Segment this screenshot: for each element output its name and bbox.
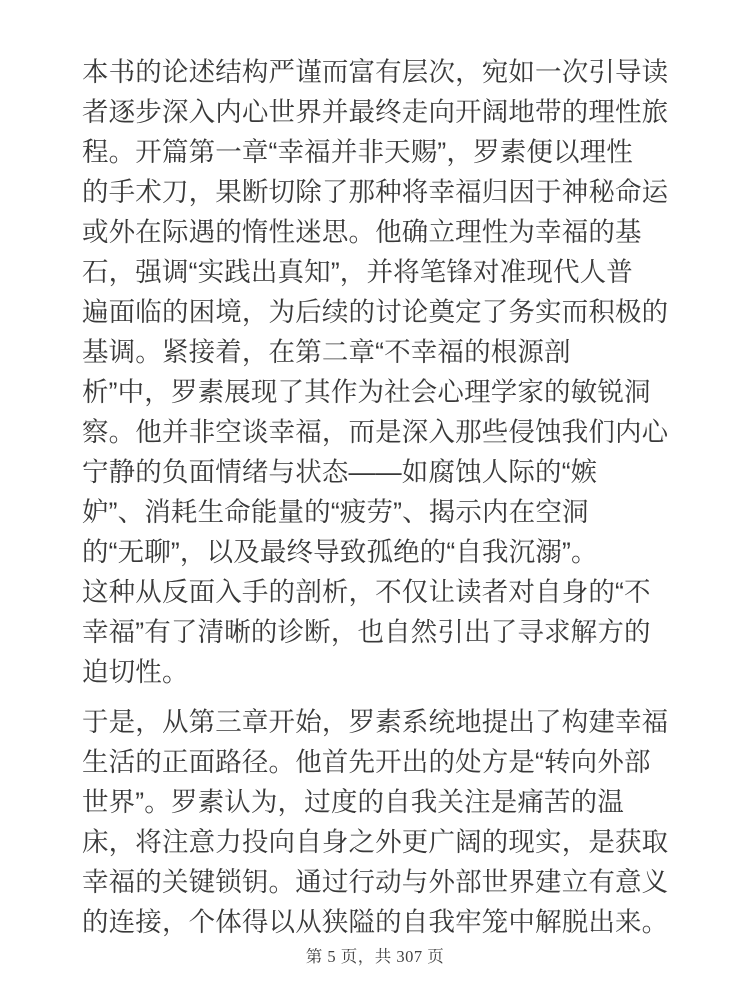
text-line: 的手术刀，果断切除了那种将幸福归因于神秘命运 [82, 177, 669, 207]
text-line: 迫切性。 [82, 657, 189, 687]
text-line: 者逐步深入内心世界并最终走向开阔地带的理性旅 [82, 97, 669, 127]
text-line: 或外在际遇的惰性迷思。他确立理性为幸福的基 [82, 217, 642, 247]
text-line: 于是，从第三章开始，罗素系统地提出了构建幸福 [82, 707, 669, 737]
text-line: 程。开篇第一章“幸福并非天赐”，罗素便以理性 [82, 137, 633, 167]
text-line: 世界”。罗素认为，过度的自我关注是痛苦的温 [82, 787, 624, 817]
text-line: 这种从反面入手的剖析，不仅让读者对自身的“不 [82, 577, 651, 607]
text-line: 妒”、消耗生命能量的“疲劳”、揭示内在空洞 [82, 497, 589, 527]
text-line: 石，强调“实践出真知”，并将笔锋对准现代人普 [82, 257, 633, 287]
paragraph [82, 52, 692, 692]
text-line: 遍面临的困境，为后续的讨论奠定了务实而积极的 [82, 297, 669, 327]
text-line: 的“无聊”，以及最终导致孤绝的“自我沉溺”。 [82, 537, 598, 567]
page-body [82, 52, 692, 952]
text-line: 的连接，个体得以从狭隘的自我牢笼中解脱出来。 [82, 907, 669, 937]
text-line: 察。他并非空谈幸福，而是深入那些侵蚀我们内心 [82, 417, 669, 447]
text-line: 基调。紧接着，在第二章“不幸福的根源剖 [82, 337, 571, 367]
page-footer: 第 5 页，共 307 页 [305, 947, 445, 966]
paragraph [82, 702, 692, 942]
text-line: 幸福的关键锁钥。通过行动与外部世界建立有意义 [82, 867, 669, 897]
text-line: 析”中，罗素展现了其作为社会心理学家的敏锐洞 [82, 377, 651, 407]
text-line: 床，将注意力投向自身之外更广阔的现实，是获取 [82, 827, 669, 857]
text-line: 宁静的负面情绪与状态——如腐蚀人际的“嫉 [82, 457, 598, 487]
text-line: 幸福”有了清晰的诊断，也自然引出了寻求解方的 [82, 617, 651, 647]
text-line: 本书的论述结构严谨而富有层次，宛如一次引导读 [82, 57, 669, 87]
text-line: 生活的正面路径。他首先开出的处方是“转向外部 [82, 747, 651, 777]
